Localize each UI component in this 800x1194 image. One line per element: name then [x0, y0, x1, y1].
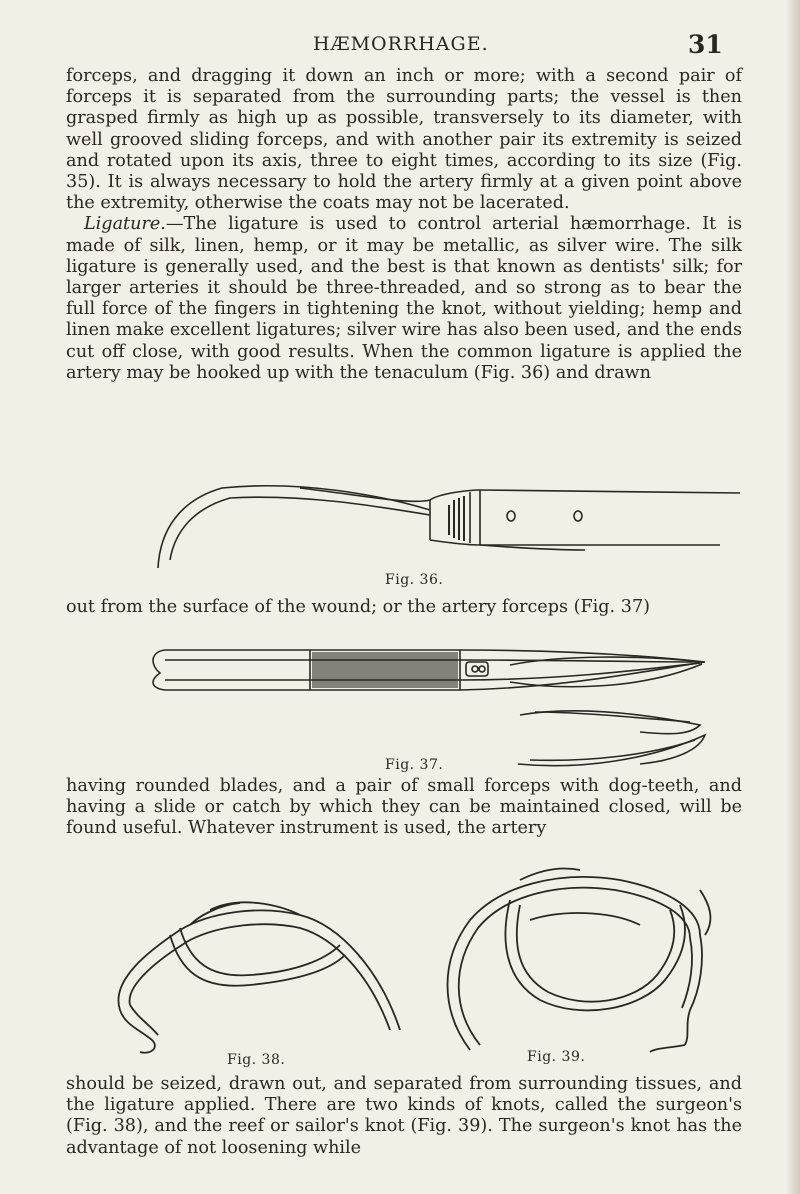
text-block-bottom [66, 1074, 742, 1159]
text-block-top [66, 66, 742, 384]
running-head: HÆMORRHAGE. [313, 33, 489, 55]
figure-39-caption: Fig. 39. [527, 1049, 586, 1065]
figure-36-caption: Fig. 36. [385, 572, 444, 588]
figure-38-caption: Fig. 38. [227, 1052, 286, 1068]
ligature-body: —The ligature is used to control arterial hæmorrhage. It is made of silk, linen, hemp, or it may be metallic, as silver wire. The silk ligature is generally used, and the best is that known as dentists' silk; for larger arteries it should be three-threaded, and so strong as to bear the full force of the fingers in tightening the knot, without yielding; hemp and linen make excellent ligatures; silver wire has also been used, and the ends cut off close, with good results. When the common ligature is applied the artery may be hooked up with the tenaculum (Fig. 36) and drawn [66, 214, 742, 383]
paragraph-torsion: forceps, and dragging it down an inch or more; with a second pair of forceps it is separated from the surrounding parts; the vessel is then grasped firmly as high up as possible, transversely to its diameter, with well grooved sliding forceps, and with another pair its extremity is seized and rotated upon its axis, three to eight times, according to its size (Fig. 35). It is always necessary to hold the artery firmly at a given point above the extremity, otherwise the coats may not be lacerated. [66, 66, 742, 214]
reef-knot-illustration [448, 868, 711, 1052]
text-block-lower [66, 776, 742, 840]
paragraph-ligature [66, 214, 742, 384]
ligature-subheading: Ligature. [84, 214, 166, 235]
page-header [0, 30, 800, 60]
surgeons-knot-illustration [118, 902, 400, 1052]
paragraph-continuation-1: out from the surface of the wound; or the artery forceps (Fig. 37) [66, 597, 650, 617]
paragraph-knots: should be seized, drawn out, and separated from surrounding tissues, and the ligature applied. There are two kinds of knots, called the surgeon's (Fig. 38), and the reef or sailor's knot (Fig. 39). The surgeon's knot has the advantage of not loosening while [66, 1074, 742, 1158]
figure-37-caption: Fig. 37. [385, 757, 444, 773]
page-number: 31 [688, 30, 723, 59]
page-edge-shadow [786, 0, 800, 1194]
paragraph-continuation-2: having rounded blades, and a pair of small forceps with dog-teeth, and having a slide or catch by which they can be maintained closed, will be found useful. Whatever instrument is used, the artery [66, 776, 742, 839]
text-block-middle [66, 597, 742, 618]
